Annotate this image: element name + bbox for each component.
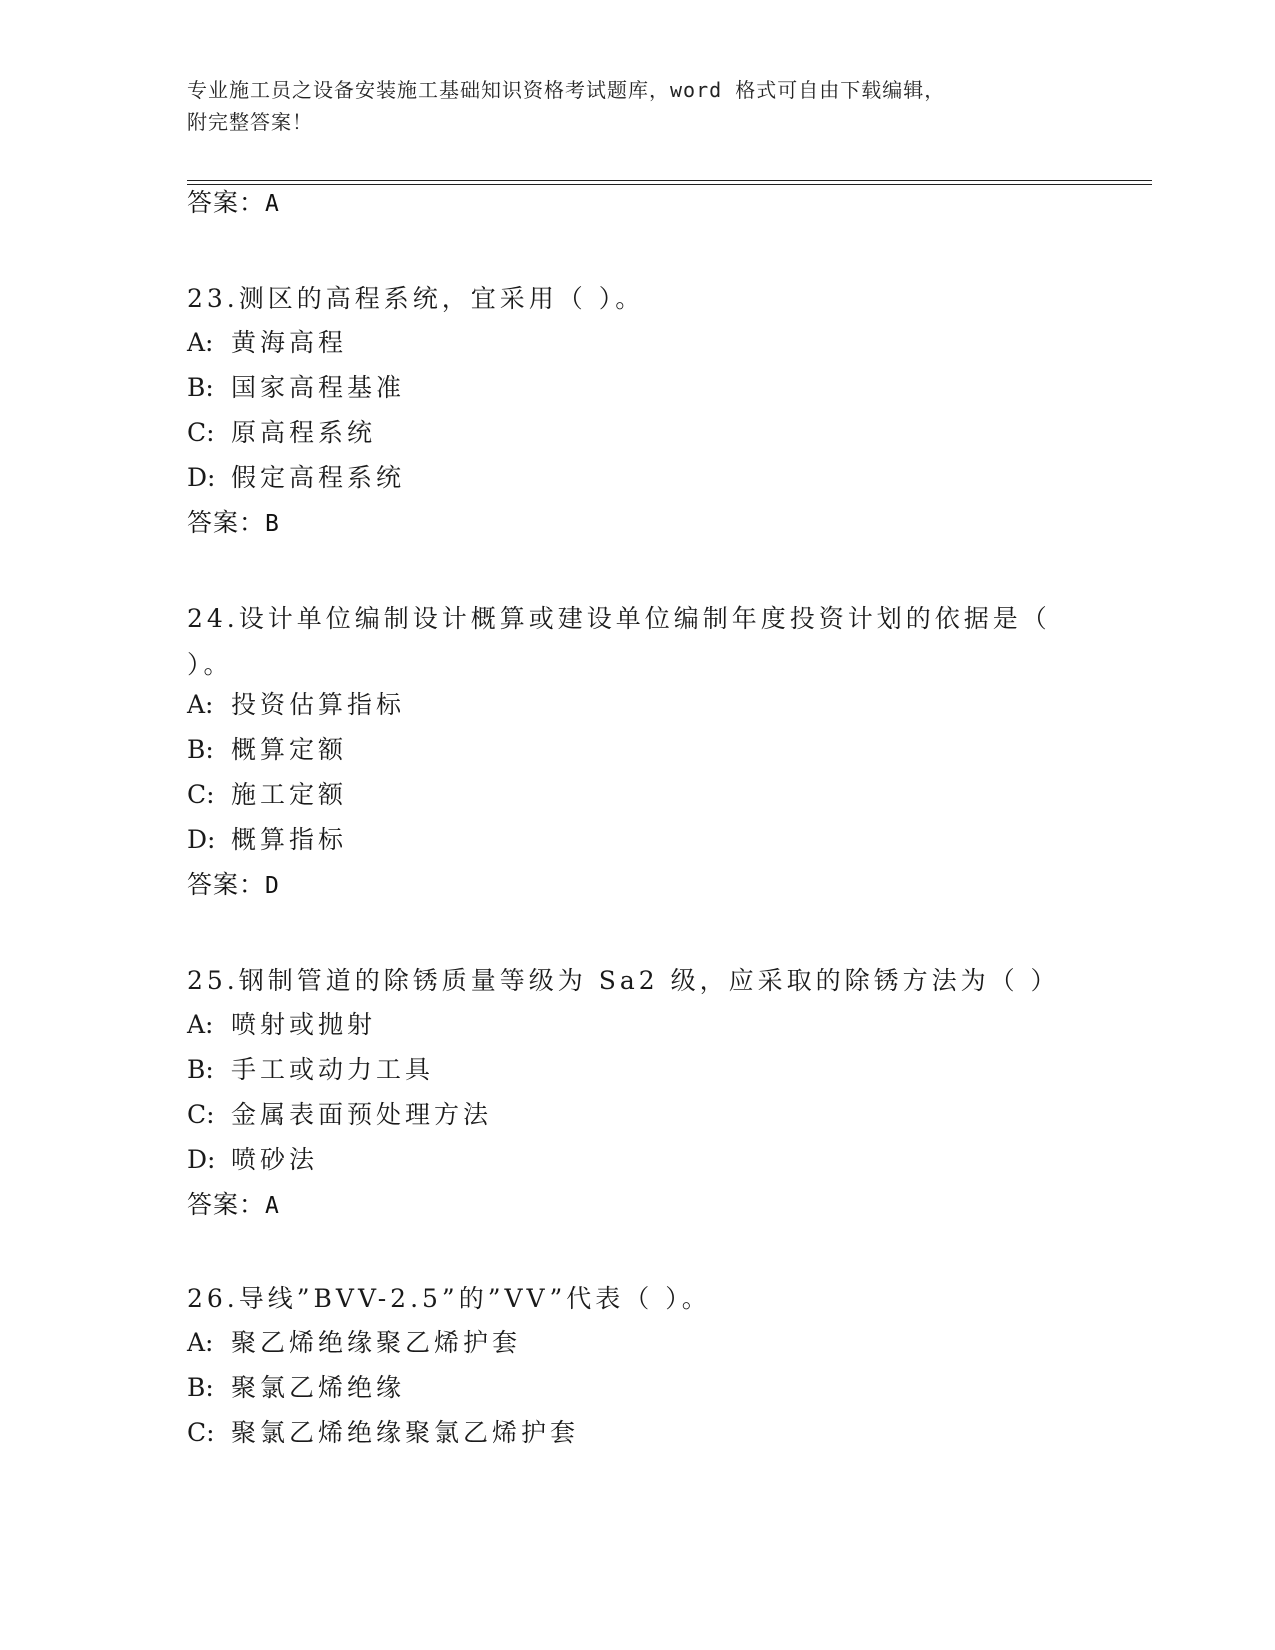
option-key: C:	[187, 780, 215, 809]
option-text: 喷砂法	[231, 1145, 319, 1174]
option-a	[187, 326, 347, 360]
question-26	[187, 1276, 1067, 1322]
option-d	[187, 461, 405, 495]
option-key: C:	[187, 418, 215, 447]
answer-line	[187, 506, 280, 541]
option-text: 黄海高程	[231, 328, 348, 357]
document-header	[187, 74, 1067, 138]
option-text: 国家高程基准	[231, 373, 406, 402]
option-b	[187, 1053, 434, 1087]
option-c	[187, 778, 347, 812]
question-23	[187, 276, 1067, 322]
option-a	[187, 1008, 376, 1042]
option-key: A:	[187, 1010, 214, 1039]
option-key: A:	[187, 690, 214, 719]
option-text: 概算定额	[231, 735, 348, 764]
option-c	[187, 1098, 492, 1132]
question-24	[187, 596, 1067, 688]
option-d	[187, 1143, 318, 1177]
option-text: 假定高程系统	[231, 463, 406, 492]
option-key: B:	[187, 373, 214, 402]
question-text: 24.设计单位编制设计概算或建设单位编制年度投资计划的依据是（	[187, 604, 1051, 633]
option-text: 聚氯乙烯绝缘聚氯乙烯护套	[231, 1418, 580, 1447]
option-text: 投资估算指标	[231, 690, 406, 719]
answer-line	[187, 868, 280, 903]
answer-value: A	[265, 191, 280, 217]
option-d	[187, 823, 347, 857]
option-a	[187, 1326, 521, 1360]
header-divider-top	[187, 180, 1152, 181]
question-text: 23.测区的高程系统，宜采用（ ）。	[187, 284, 645, 313]
option-key: A:	[187, 328, 214, 357]
answer-line	[187, 186, 280, 221]
option-text: 施工定额	[231, 780, 348, 809]
option-c	[187, 1416, 579, 1450]
option-key: B:	[187, 735, 214, 764]
option-text: 原高程系统	[231, 418, 377, 447]
answer-prefix: 答案：	[187, 870, 266, 899]
option-text: 聚乙烯绝缘聚乙烯护套	[231, 1328, 522, 1357]
question-text-continued: ）。	[187, 650, 233, 679]
option-key: C:	[187, 1418, 215, 1447]
answer-prefix: 答案：	[187, 1190, 266, 1219]
option-text: 金属表面预处理方法	[231, 1100, 493, 1129]
option-key: B:	[187, 1055, 214, 1084]
question-text: 26.导线”BVV-2.5”的”VV”代表（ ）。	[187, 1284, 711, 1313]
question-25	[187, 958, 1067, 1004]
option-b	[187, 371, 405, 405]
header-line-2: 附完整答案！	[187, 110, 313, 134]
question-text: 25.钢制管道的除锈质量等级为 Sa2 级，应采取的除锈方法为（ ）	[187, 966, 1060, 995]
header-divider-bottom	[187, 184, 1152, 185]
option-key: D:	[187, 463, 216, 492]
option-key: D:	[187, 825, 216, 854]
option-a	[187, 688, 405, 722]
answer-prefix: 答案：	[187, 508, 266, 537]
option-b	[187, 733, 347, 767]
answer-prefix: 答案：	[187, 188, 266, 217]
option-key: D:	[187, 1145, 216, 1174]
option-key: A:	[187, 1328, 214, 1357]
option-key: B:	[187, 1373, 214, 1402]
option-b	[187, 1371, 405, 1405]
answer-value: A	[265, 1193, 280, 1219]
header-line-1: 专业施工员之设备安装施工基础知识资格考试题库，word 格式可自由下载编辑，	[187, 78, 946, 102]
option-key: C:	[187, 1100, 215, 1129]
option-text: 手工或动力工具	[231, 1055, 435, 1084]
option-text: 概算指标	[231, 825, 348, 854]
option-text: 喷射或抛射	[231, 1010, 377, 1039]
answer-line	[187, 1188, 280, 1223]
answer-value: D	[265, 873, 280, 899]
option-text: 聚氯乙烯绝缘	[231, 1373, 406, 1402]
option-c	[187, 416, 376, 450]
answer-value: B	[265, 511, 280, 537]
